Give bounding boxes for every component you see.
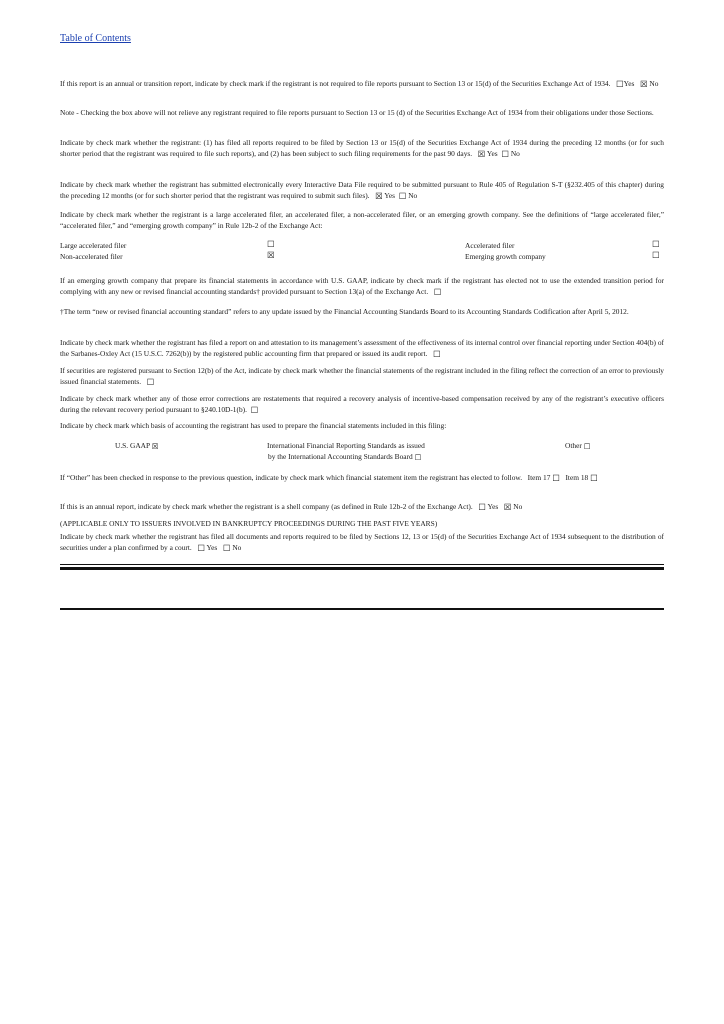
question-basis-of-accounting: Indicate by check mark which basis of accounting the registrant has used to prepare the financial statements included in this filing: xyxy=(60,421,447,430)
divider-bottom xyxy=(60,608,664,610)
item17-label: Item 17 xyxy=(527,473,551,482)
us-gaap-option xyxy=(115,441,158,453)
emerging-growth-company-label: Emerging growth company xyxy=(465,252,546,261)
divider-thick xyxy=(60,567,664,570)
checkbox-unchecked[interactable]: ☐ xyxy=(501,148,509,159)
question-filer-type: Indicate by check mark whether the registrant is a large accelerated filer, an accelerated filer, a non-accelerated filer, or an emerging growth company. See the definitions of “large accelerated filer,” “accelerated filer,” and “emerging growth company” in Rule 12b-2 of the Exchange Act: xyxy=(60,210,664,230)
filer-row-2 xyxy=(60,251,664,262)
question-not-required-to-file xyxy=(60,79,664,90)
checkbox-unchecked[interactable]: ☐ xyxy=(590,473,598,483)
checkbox-unchecked[interactable]: ☐ xyxy=(652,250,660,260)
checkbox-unchecked[interactable]: ☐ xyxy=(616,79,624,89)
other-label: Other xyxy=(565,441,582,450)
divider-thin xyxy=(60,564,664,565)
yes-label: Yes xyxy=(384,190,396,200)
yes-label: Yes xyxy=(623,79,635,88)
ifrs-option-line2 xyxy=(268,452,421,464)
question-text: If this is an annual report, indicate by check mark whether the registrant is a shell company (as defined in Rule 12b-2 of the Exchange Act). xyxy=(60,502,473,511)
question-text: Indicate by check mark whether the registrant: (1) has filed all reports required to be filed by Section 13 or 15(d) of the Securities Exchange Act of 1934 during the preceding 12 months (or for such shorter period that the registrant was required to file such reports), and (2) has been subject to such filing requirements for the past 90 days. xyxy=(60,138,664,158)
checkbox-checked[interactable]: ☒ xyxy=(151,442,159,451)
checkbox-unchecked[interactable]: ☐ xyxy=(267,239,275,249)
checkbox-unchecked[interactable]: ☐ xyxy=(432,348,441,359)
item18-label: Item 18 xyxy=(565,473,589,482)
checkbox-checked[interactable]: ☒ xyxy=(477,148,486,159)
table-of-contents-link[interactable]: Table of Contents xyxy=(60,33,131,44)
bankruptcy-heading: (APPLICABLE ONLY TO ISSUERS INVOLVED IN BANKRUPTCY PROCEEDINGS DURING THE PAST FIVE YEARS) xyxy=(60,519,438,528)
checkbox-unchecked[interactable]: ☐ xyxy=(250,404,259,415)
no-label: No xyxy=(649,79,659,88)
checkbox-unchecked[interactable]: ☐ xyxy=(414,453,422,462)
question-interactive-data xyxy=(60,180,664,201)
large-accelerated-filer-label: Large accelerated filer xyxy=(60,241,127,250)
checkbox-unchecked[interactable]: ☐ xyxy=(433,286,442,297)
no-label: No xyxy=(408,190,418,200)
no-label: No xyxy=(510,148,520,158)
non-accelerated-filer-label: Non-accelerated filer xyxy=(60,252,123,261)
checkbox-checked[interactable]: ☒ xyxy=(375,190,383,201)
question-text: Indicate by check mark whether any of those error corrections are restatements that required a recovery analysis of incentive-based compensation received by any of the registrant’s executive officers during the relevant recovery period pursuant to §240.10D-1(b). xyxy=(60,394,664,414)
question-text: Indicate by check mark whether the registrant has submitted electronically every Interactive Data File required to be submitted pursuant to Rule 405 of Regulation S-T (§232.405 of this chapter) during the preceding 12 months (or for such shorter period that the registrant was required to submit such files). xyxy=(60,180,664,200)
checkbox-unchecked[interactable]: ☐ xyxy=(552,473,560,483)
no-label: No xyxy=(513,502,523,511)
question-text: Indicate by check mark whether the registrant has filed all documents and reports required to be filed by Sections 12, 13 or 15(d) of the Securities Exchange Act of 1934 subsequent to the distribution of securities under a plan confirmed by a court. xyxy=(60,532,664,552)
question-recovery-analysis xyxy=(60,394,664,415)
question-shell-company xyxy=(60,502,664,513)
checkbox-unchecked[interactable]: ☐ xyxy=(583,442,591,451)
yes-label: Yes xyxy=(206,542,218,552)
question-text: Indicate by check mark whether the registrant has filed a report on and attestation to its management’s assessment of the effectiveness of its internal control over financial reporting under Section 404(b) of the Sarbanes-Oxley Act (15 U.S.C. 7262(b)) by the registered public accounting firm that prepared or issued its audit report. xyxy=(60,338,664,358)
checkbox-unchecked[interactable]: ☐ xyxy=(222,542,231,553)
question-internal-control-attestation xyxy=(60,338,664,359)
no-label: No xyxy=(232,542,242,552)
checkbox-checked[interactable]: ☒ xyxy=(267,250,275,260)
us-gaap-label: U.S. GAAP xyxy=(115,441,150,450)
checkbox-unchecked[interactable]: ☐ xyxy=(478,502,486,512)
filer-row-1 xyxy=(60,240,664,251)
yes-label: Yes xyxy=(487,502,499,511)
question-text: If an emerging growth company that prepare its financial statements in accordance with U.S. GAAP, indicate by check mark if the registrant has elected not to use the extended transition period for complying with any new or revised financial accounting standards† provided pursuant to Section 13(a) of the Exchange Act. xyxy=(60,276,664,296)
accelerated-filer-label: Accelerated filer xyxy=(465,241,515,250)
question-bankruptcy-filings xyxy=(60,532,664,553)
question-emerging-growth-transition xyxy=(60,276,664,297)
checkbox-unchecked[interactable]: ☐ xyxy=(197,542,205,553)
question-other-item xyxy=(60,473,620,484)
checkbox-checked[interactable]: ☒ xyxy=(503,502,512,512)
checkbox-unchecked[interactable]: ☐ xyxy=(652,239,660,249)
question-error-correction xyxy=(60,366,664,387)
other-option xyxy=(565,441,590,453)
question-text: If securities are registered pursuant to Section 12(b) of the Act, indicate by check mark whether the financial statements of the registrant included in the filing reflect the correction of an error to previously issued financial statements. xyxy=(60,366,664,386)
question-text: If “Other” has been checked in response to the previous question, indicate by check mark which financial statement item the registrant has elected to follow. xyxy=(60,473,523,482)
question-filed-all-reports xyxy=(60,138,664,159)
checkbox-unchecked[interactable]: ☐ xyxy=(398,190,407,201)
footnote-accounting-standard: †The term “new or revised financial accounting standard” refers to any update issued by the Financial Accounting Standards Board to its Accounting Standards Codification after April 5, 2012. xyxy=(60,307,629,316)
yes-label: Yes xyxy=(486,148,498,158)
checkbox-unchecked[interactable]: ☐ xyxy=(146,376,155,387)
ifrs-option-line1: International Financial Reporting Standards as issued xyxy=(267,441,425,450)
note-paragraph: Note - Checking the box above will not relieve any registrant required to file reports pursuant to Section 13 or 15 (d) of the Securities Exchange Act of 1934 from their obligations under those Sections. xyxy=(60,108,654,117)
ifrs-label: by the International Accounting Standards Board xyxy=(268,452,413,461)
checkbox-checked[interactable]: ☒ xyxy=(639,79,648,89)
question-text: If this report is an annual or transition report, indicate by check mark if the registrant is not required to file reports pursuant to Section 13 or 15(d) of the Securities Exchange Act of 1934. xyxy=(60,79,611,88)
